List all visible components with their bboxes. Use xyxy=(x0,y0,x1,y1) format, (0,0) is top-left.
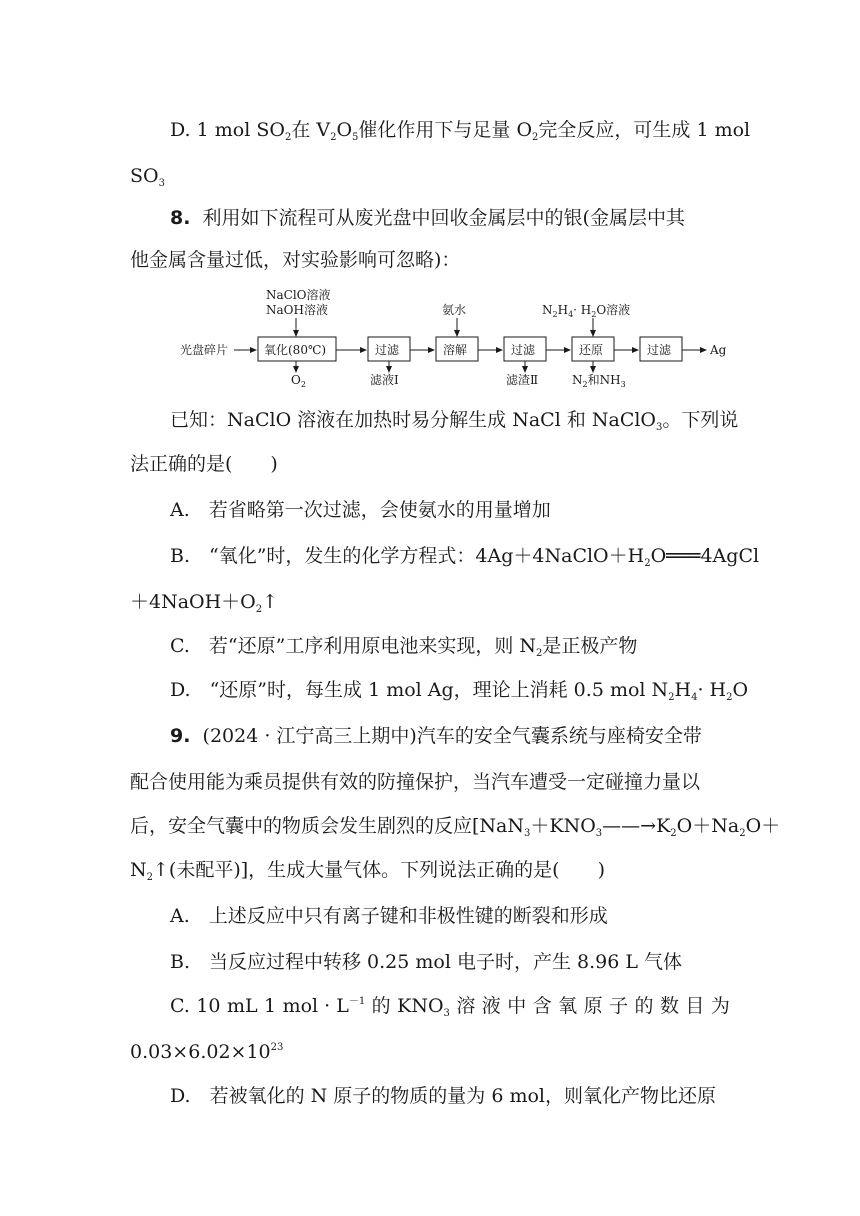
svg-text:还原: 还原 xyxy=(579,343,604,357)
svg-text:过滤: 过滤 xyxy=(647,343,672,357)
flow-out-filtrate1: 滤液Ⅰ xyxy=(370,373,399,387)
q8-number: 8. xyxy=(170,207,191,229)
q8-known-line2: 法正确的是( ) xyxy=(130,453,278,475)
flow-out-gases: $N_2$和$NH_3$ xyxy=(572,373,626,389)
q9-stem-line2: 配合使用能为乘员提供有效的防撞保护，当汽车遭受一定碰撞力量以 xyxy=(130,771,701,793)
q8-option-b: B. “氧化”时，发生的化学方程式：$4Ag+4NaClO+H_2O═══4AgCl$ xyxy=(170,545,760,569)
q8-option-a: A. 若省略第一次过滤，会使氨水的用量增加 xyxy=(170,499,551,521)
q7-option-d: D. 1 mol $SO_2$在 $V_2O_5$催化作用下与足量 $O_2$完全反应，可生成 1 mol xyxy=(170,119,751,143)
q9-option-c: C. 10 mL 1 mol · $L^{-1}$ 的 $KNO_3$ 溶 液 中 含 氧 原 子 的 数 目 为 xyxy=(170,995,730,1019)
flow-product: Ag xyxy=(710,343,727,357)
q8-option-b-cont: $+4NaOH+O_2↑$ xyxy=(130,591,279,615)
flow-input: 光盘碎片 xyxy=(180,343,229,357)
q9-stem-line4: $N_2↑$(未配平)]，生成大量气体。下列说法正确的是( ) xyxy=(130,859,605,883)
flowchart-svg xyxy=(176,288,736,389)
q8-known-line1: 已知：NaClO 溶液在加热时易分解生成 NaCl 和 NaClO$_3$。下列说 xyxy=(170,409,739,433)
svg-text:过滤: 过滤 xyxy=(511,343,536,357)
q9-option-a: A. 上述反应中只有离子键和非极性键的断裂和形成 xyxy=(170,905,608,927)
svg-text:溶解: 溶解 xyxy=(443,343,468,357)
q9-stem-line3: 后，安全气囊中的物质会发生剧烈的反应[$NaN_3+KNO_3——\to K_2O+Na_2O+$ xyxy=(130,815,781,839)
flow-out-o2: $O_2$ xyxy=(291,373,306,389)
q8-stem-line1: 8. 利用如下流程可从废光盘中回收金属层中的银(金属层中其 xyxy=(170,207,685,229)
q8-stem-line2: 他金属含量过低，对实验影响可忽略)： xyxy=(130,249,461,271)
q9-number: 9. xyxy=(170,725,191,747)
flow-reagent5: $N_2H_4\cdot H_2O$溶液 xyxy=(542,303,631,319)
q9-option-c-cont: $0.03\times 6.02\times 10^{23}$ xyxy=(130,1041,284,1063)
q9-option-d: D. 若被氧化的 N 原子的物质的量为 6 mol，则氧化产物比还原 xyxy=(170,1085,717,1107)
q9-option-b: B. 当反应过程中转移 0.25 mol 电子时，产生 8.96 L 气体 xyxy=(170,951,682,973)
q9-stem-line1: 9. (2024 · 江宁高三上期中)汽车的安全气囊系统与座椅安全带 xyxy=(170,725,702,747)
flow-reagent3: 氨水 xyxy=(442,303,467,317)
flow-reagent1b: NaOH溶液 xyxy=(266,303,328,317)
q8-flowchart xyxy=(176,288,736,389)
q7-option-d-cont: $SO_3$ xyxy=(130,165,165,189)
q8-option-c: C. 若“还原”工序利用原电池来实现，则 $N_2$是正极产物 xyxy=(170,635,638,659)
flow-reagent1a: NaClO溶液 xyxy=(266,288,331,302)
flow-out-residue2: 滤渣Ⅱ xyxy=(506,373,539,387)
svg-text:过滤: 过滤 xyxy=(375,343,400,357)
q8-option-d: D. “还原”时，每生成 1 mol Ag，理论上消耗 0.5 mol $N_2H_4\cdot H_2O$ xyxy=(170,679,749,703)
svg-text:氧化(80℃): 氧化(80℃) xyxy=(264,343,327,357)
